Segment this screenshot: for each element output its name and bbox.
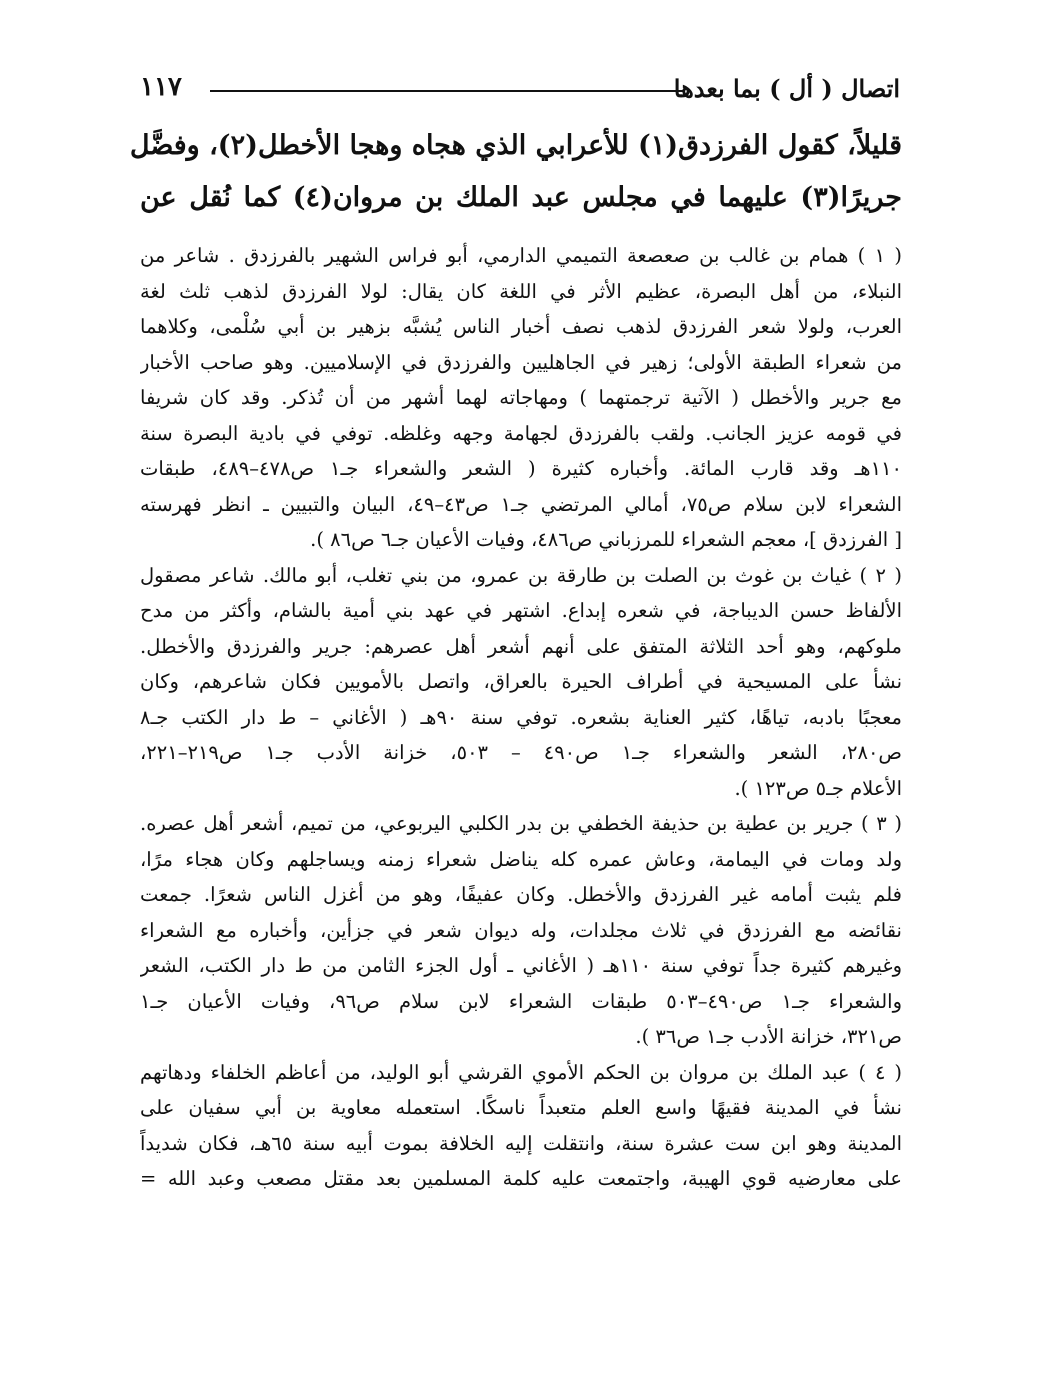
- footnote-line: ( ٣ ) جرير بن عطية بن حذيفة الخطفي بن بدر الكلبي اليربوعي، من تميم، أشعر أهل عصره.: [140, 812, 902, 835]
- footnote-line: في قومه عزيز الجانب. ولقب بالفرزدق لجهامة وجهه وغلظه. توفي في بادية البصرة سنة: [140, 421, 902, 445]
- footnote-line: ( ٤ ) عبد الملك بن مروان بن الحكم الأموي القرشي أبو الوليد، من أعاظم الخلفاء ودهاتهم: [140, 1060, 902, 1084]
- footnote-1: [140, 238, 902, 558]
- footnote-line: نشأ في المدينة فقيهًا واسع العلم متعبداً ناسكًا. استعمله معاوية بن أبي سفيان على: [140, 1096, 902, 1119]
- header-rule: [210, 90, 685, 92]
- body-text: [129, 120, 902, 224]
- chapter-title: اتصال ( أل ) بما بعدها: [673, 74, 900, 103]
- footnote-line: المدينة وهو ابن ست عشرة سنة، وانتقلت إليه الخلافة بموت أبيه سنة ٦٥هـ، فكان شديداً: [140, 1131, 902, 1155]
- footnote-line: معجبًا بادبه، تياهًا، كثير العناية بشعره. توفي سنة ٩٠هـ ( الأغاني – ط دار الكتب جـ٨: [140, 705, 902, 729]
- footnote-line: ( ١ ) همام بن غالب بن صعصعة التميمي الدارمي، أبو فراس الشهير بالفرزدق . شاعر من: [140, 244, 902, 267]
- footnote-line: فلم يثبت أمامه غير الفرزدق والأخطل. وكان عفيفًا، وهو من أغزل الناس شعرًا. جمعت: [140, 883, 902, 906]
- footnote-line: مع جرير والأخطل ( الآتية ترجمتهما ) ومهاجاته لهما أشهر من أن تُذكر. وقد كان شريفا: [140, 386, 902, 409]
- footnote-line: نشأ على المسيحية في أطراف الحيرة بالعراق، واتصل بالأمويين فكان شاعرهم، وكان: [140, 670, 902, 693]
- body-line-2: جريرًا(٣) عليهما في مجلس عبد الملك بن مروان(٤) كما نُقل عن: [140, 182, 902, 213]
- footnote-line: من شعراء الطبقة الأولى؛ زهير في الجاهليين والفرزدق في الإسلاميين. وهو صاحب الأخبار: [140, 350, 902, 374]
- page-number: ١١٧: [140, 72, 182, 102]
- footnote-line: والشعراء جـ١ ص٤٩٠–٥٠٣ طبقات الشعراء لابن سلام ص٩٦، وفيات الأعيان جـ١: [140, 989, 902, 1013]
- footnote-line: الشعراء لابن سلام ص٧٥، أمالي المرتضي جـ١ ص٤٣–٤٩، البيان والتبيين ـ انظر فهرسته: [140, 492, 902, 516]
- running-header: [140, 68, 900, 108]
- footnote-4: [140, 1055, 902, 1197]
- footnote-line: ( ٢ ) غياث بن غوث بن الصلت بن طارقة بن عمرو، من بني تغلب، أبو مالك. شاعر مصقول: [140, 563, 902, 587]
- footnote-line: ولد ومات في اليمامة، وعاش عمره كله يناضل شعراء زمنه ويساجلهم وكان هجاء مرًا،: [140, 847, 902, 871]
- footnote-line: الأعلام جـ٥ ص١٢٣ ).: [734, 776, 902, 800]
- footnote-line: النبلاء، من أهل البصرة، عظيم الأثر في اللغة كان يقال: لولا الفرزدق لذهب ثلث لغة: [140, 279, 902, 303]
- footnote-2: [140, 558, 902, 807]
- body-line-1: قليلاً، كقول الفرزدق(١) للأعرابي الذي هجاه وهجا الأخطل(٢)، وفضَّل: [129, 130, 902, 161]
- footnote-line: [ الفرزدق ]، معجم الشعراء للمرزباني ص٤٨٦، وفيات الأعيان جـ٦ ص٨٦ ).: [310, 528, 902, 551]
- footnote-line: وغيرهم كثيرة جداً توفي سنة ١١٠هـ ( الأغاني ـ أول الجزء الثامن من ط دار الكتب، الشعر: [140, 954, 902, 977]
- footnotes: [140, 238, 902, 1197]
- footnote-line: الألفاظ حسن الديباجة، في شعره إبداع. اشتهر في عهد بني أمية بالشام، وأكثر من مدح: [140, 599, 902, 622]
- footnote-line: ص٣٢١، خزانة الأدب جـ١ ص٣٦ ).: [635, 1025, 902, 1048]
- footnote-line: على معارضيه قوي الهيبة، واجتمعت عليه كلمة المسلمين بعد مقتل مصعب وعبد الله =: [140, 1167, 902, 1190]
- footnote-line: نقائضه مع الفرزدق في ثلاث مجلدات، وله ديوان شعر في جزأين، وأخباره مع الشعراء: [140, 918, 902, 942]
- footnote-line: ص٢٨٠، الشعر والشعراء جـ١ ص٤٩٠ – ٥٠٣، خزانة الأدب جـ١ ص٢١٩–٢٢١،: [140, 741, 902, 764]
- footnote-line: ١١٠هـ وقد قارب المائة. وأخباره كثيرة ( الشعر والشعراء جـ١ ص٤٧٨–٤٨٩، طبقات: [140, 457, 902, 480]
- footnote-3: [140, 806, 902, 1055]
- footnote-line: ملوكهم، وهو أحد الثلاثة المتفق على أنهم أشعر أهل عصرهم: جرير والفرزدق والأخطل.: [140, 634, 902, 658]
- footnote-line: العرب، ولولا شعر الفرزدق لذهب نصف أخبار الناس يُشبَّه بزهير بن أبي سُلْمى، وكلاهما: [140, 315, 902, 338]
